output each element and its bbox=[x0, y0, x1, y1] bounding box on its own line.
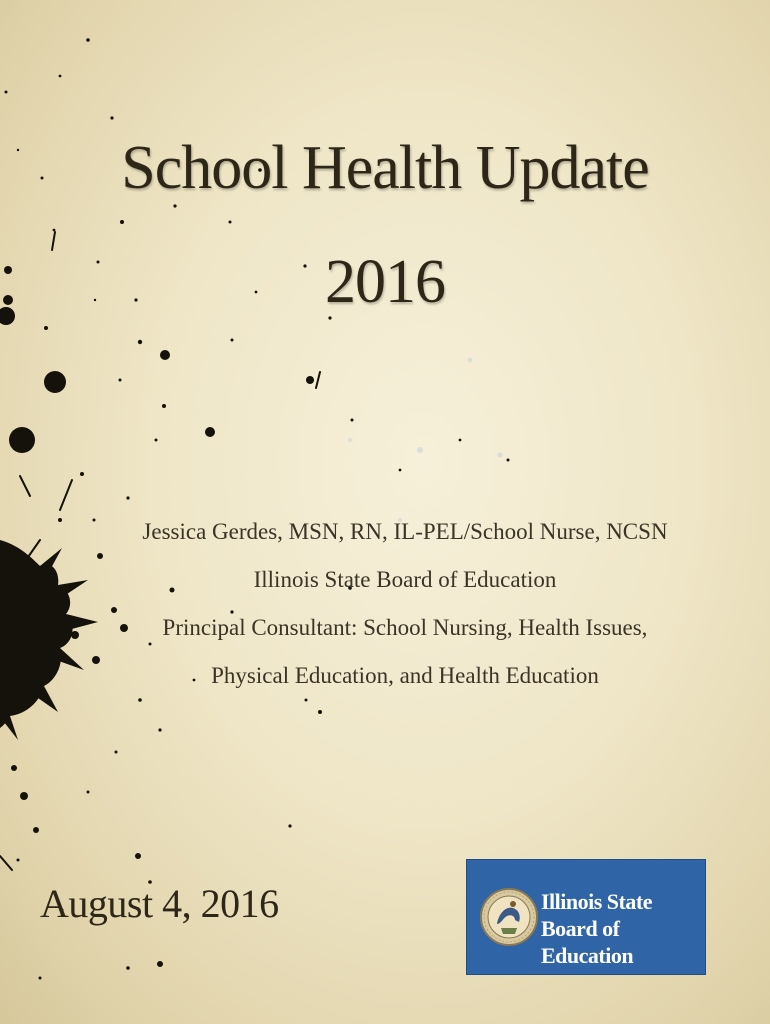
title-year: 2016 bbox=[325, 248, 445, 316]
title-text: School Health Update bbox=[121, 134, 649, 202]
presentation-date: August 4, 2016 bbox=[40, 881, 279, 926]
logo-line-1: Illinois State bbox=[541, 889, 652, 914]
presenter-role: Principal Consultant: School Nursing, Health Issues, bbox=[162, 615, 648, 640]
presenter-role-continued: Physical Education, and Health Education bbox=[211, 663, 599, 688]
presenter-info bbox=[40, 508, 770, 700]
isbe-logo bbox=[466, 859, 706, 975]
state-seal-icon bbox=[479, 868, 539, 966]
presenter-name: Jessica Gerdes, MSN, RN, IL-PEL/School Nurse, NCSN bbox=[142, 519, 668, 544]
logo-line-2: Board of Education bbox=[541, 916, 634, 968]
logo-text bbox=[541, 888, 705, 969]
organization-name: Illinois State Board of Education bbox=[253, 567, 557, 592]
slide-title bbox=[0, 132, 770, 318]
